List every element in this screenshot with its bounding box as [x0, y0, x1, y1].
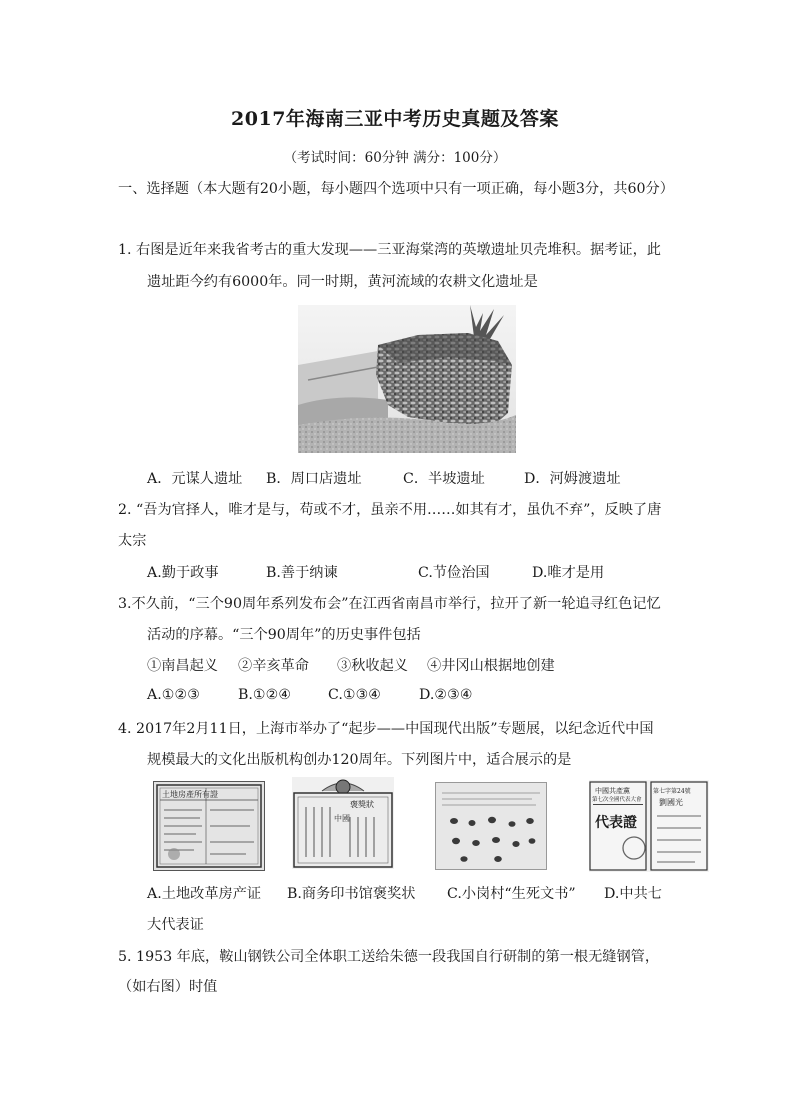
q3-item-3: ③秋收起义: [337, 658, 408, 674]
land-certificate-header: 土地房產所有證: [162, 790, 218, 799]
representative-card-image: [589, 780, 709, 872]
q2-option-a[interactable]: A.勤于政事: [147, 565, 219, 581]
q4-option-b[interactable]: B.商务印书馆褒奖状: [287, 886, 416, 902]
rep-right-top: 第七字第24號: [653, 788, 691, 795]
q1-line1: 1. 右图是近年来我省考古的重大发现——三亚海棠湾的英墩遗址贝壳堆积。据考证，此: [118, 242, 661, 258]
xiaogang-contract-image: [435, 782, 547, 870]
q4-option-a[interactable]: A.土地改革房产证: [147, 886, 262, 902]
q3-option-c[interactable]: C.①③④: [328, 687, 382, 703]
rep-right-name: 劉國光: [659, 798, 683, 807]
q2-line2: 太宗: [118, 533, 147, 549]
q1-option-b[interactable]: B．周口店遗址: [266, 471, 362, 487]
land-certificate-image: [153, 781, 265, 871]
exam-info: （考试时间：60分钟 满分：100分）: [283, 150, 507, 166]
q2-option-b[interactable]: B.善于纳谏: [266, 565, 338, 581]
q3-item-2: ②辛亥革命: [238, 658, 309, 674]
rep-left-mid: 第七次全國代表大會: [592, 797, 642, 803]
award-side-text: 中國: [334, 814, 350, 823]
q1-option-a[interactable]: A．元谋人遗址: [147, 471, 243, 487]
q2-option-d[interactable]: D.唯才是用: [532, 565, 605, 581]
q3-line1: 3.不久前，“三个90周年系列发布会”在江西省南昌市举行，拉开了新一轮追寻红色记忆: [118, 596, 661, 612]
q4-line2: 规模最大的文化出版机构创办120周年。下列图片中，适合展示的是: [147, 752, 572, 768]
q4-option-d[interactable]: D.中共七: [604, 886, 662, 902]
q4-option-c[interactable]: C.小岗村“生死文书”: [447, 886, 576, 902]
q3-option-d[interactable]: D.②③④: [419, 687, 473, 703]
section-heading: 一、选择题（本大题有20小题，每小题四个选项中只有一项正确，每小题3分，共60分）: [118, 181, 674, 197]
q3-item-4: ④井冈山根据地创建: [427, 658, 555, 674]
award-certificate-image: [292, 777, 394, 869]
q2-option-c[interactable]: C.节俭治国: [418, 565, 490, 581]
q3-item-1: ①南昌起义: [147, 658, 218, 674]
q4-line1: 4. 2017年2月11日，上海市举办了“起步——中国现代出版”专题展，以纪念近代中国: [118, 721, 654, 737]
q5-line2: （如右图）时值: [118, 979, 218, 995]
q1-option-d[interactable]: D．河姆渡遗址: [524, 471, 621, 487]
q3-option-a[interactable]: A.①②③: [147, 687, 200, 703]
shell-midden-photo: [298, 305, 516, 453]
q3-option-b[interactable]: B.①②④: [238, 687, 292, 703]
award-header: 褒獎狀: [350, 800, 374, 809]
q1-option-c[interactable]: C．半坡遗址: [403, 471, 485, 487]
rep-left-top: 中國共產黨: [595, 787, 630, 795]
q1-line2: 遗址距今约有6000年。同一时期，黄河流域的农耕文化遗址是: [147, 274, 538, 290]
q4-option-d-cont: 大代表证: [147, 917, 204, 933]
rep-big-text: 代表證: [595, 815, 637, 831]
q5-line1: 5. 1953 年底，鞍山钢铁公司全体职工送给朱德一段我国自行研制的第一根无缝钢管，: [118, 949, 660, 965]
q3-line2: 活动的序幕。“三个90周年”的历史事件包括: [147, 627, 421, 643]
q2-line1: 2. “吾为官择人，唯才是与，苟或不才，虽亲不用……如其有才，虽仇不弃”，反映了唐: [118, 502, 662, 518]
page-title: 2017年海南三亚中考历史真题及答案: [231, 108, 559, 130]
